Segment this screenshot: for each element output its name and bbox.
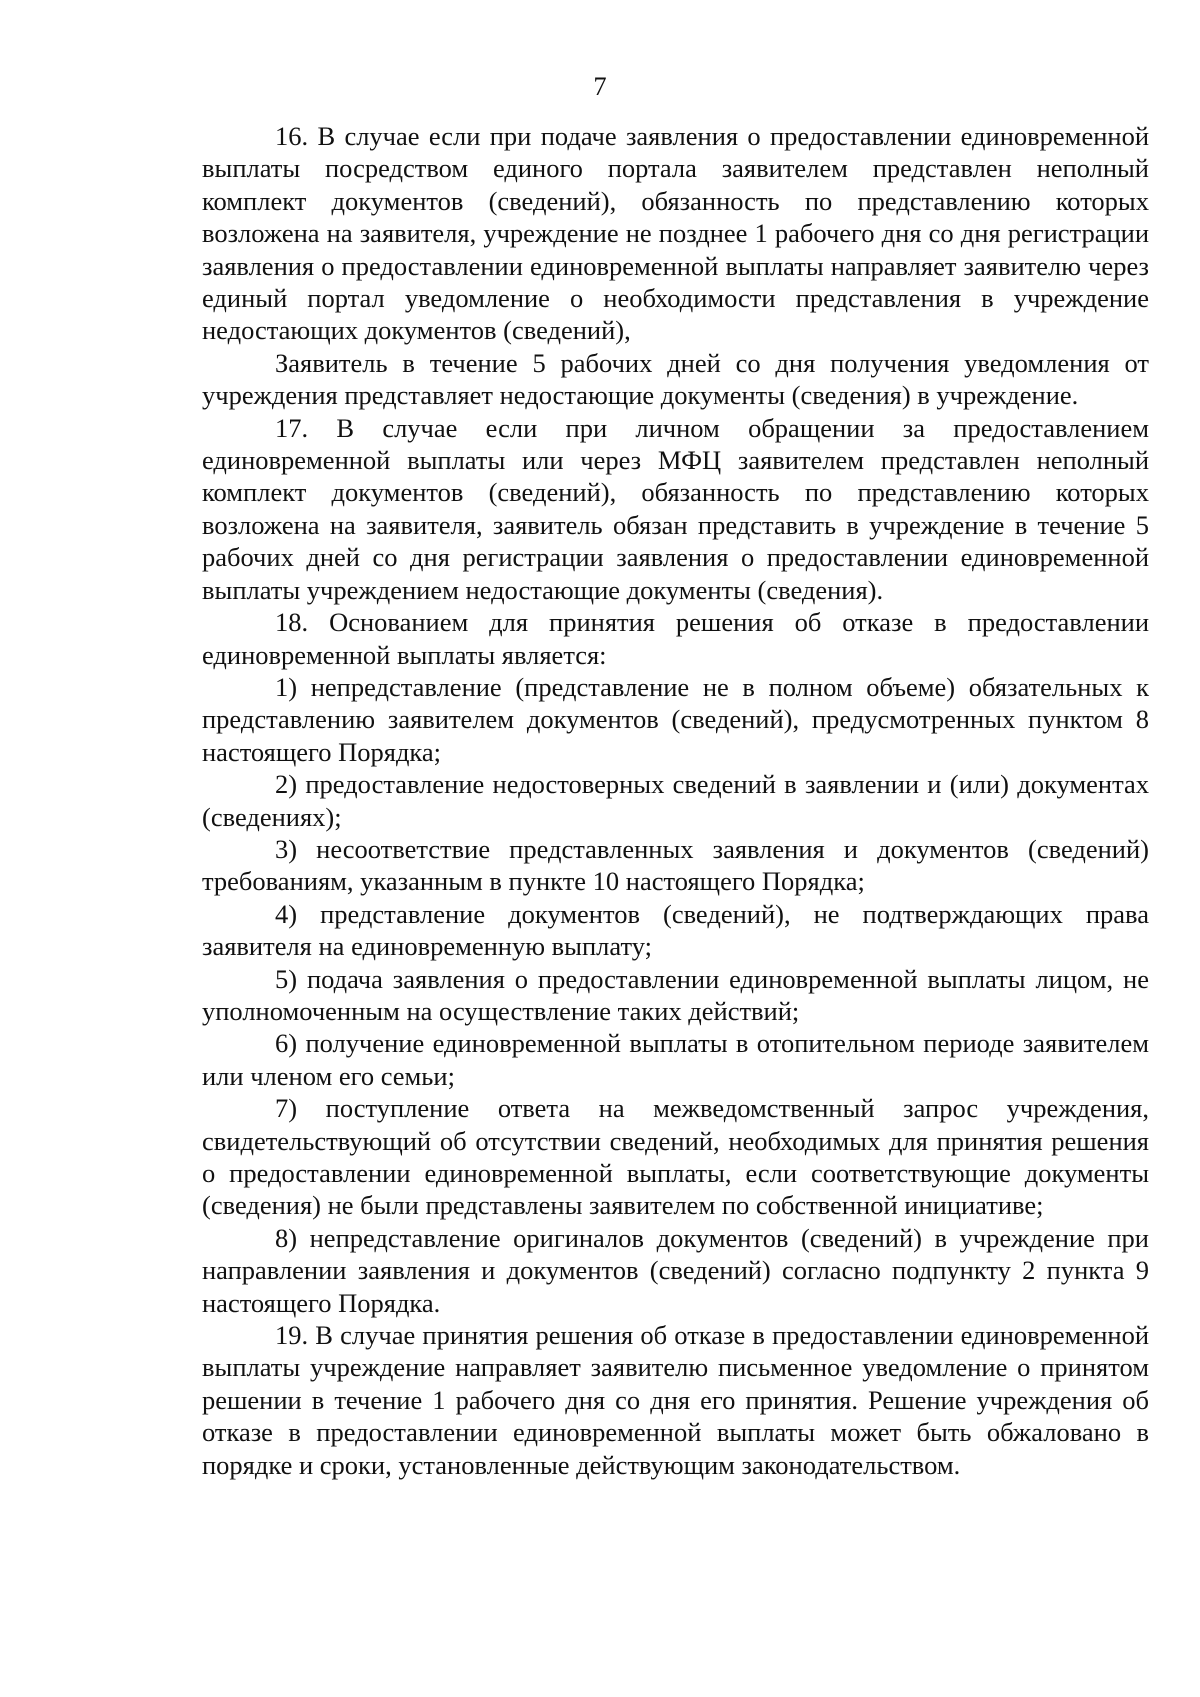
list-item-4: 4) представление документов (сведений), не подтверждающих права заявителя на единовременную выплату;: [202, 898, 1149, 962]
list-item-8: 8) непредставление оригиналов документов (сведений) в учреждение при направлении заявления и документов (сведений) согласно подпункту 2 пункта 9 настоящего Порядка.: [202, 1222, 1149, 1318]
list-item-5: 5) подача заявления о предоставлении единовременной выплаты лицом, не уполномоченным на осуществление таких действий;: [202, 963, 1149, 1026]
paragraph-19: 19. В случае принятия решения об отказе в предоставлении единовременной выплаты учреждение направляет заявителю письменное уведомление о принятом решении в течение 1 рабочего дня со дня его принятия. Решение учреждения об отказе в предоставлении единовременной выплаты может быть обжаловано в порядке и сроки, установленные действующим законодательством.: [202, 1320, 1149, 1480]
list-item-3: 3) несоответствие представленных заявления и документов (сведений) требованиям, указанным в пункте 10 настоящего Порядка;: [202, 833, 1149, 897]
list-item-2: 2) предоставление недостоверных сведений в заявлении и (или) документах (сведениях);: [202, 769, 1149, 832]
paragraph-17: 17. В случае если при личном обращении за предоставлением единовременной выплаты или через МФЦ заявителем представлен неполный комплект документов (сведений), обязанность по представлению которых возложена на заявителя, заявитель обязан представить в учреждение в течение 5 рабочих дней со дня регистрации заявления о предоставлении единовременной выплаты учреждением недостающие документы (сведения).: [202, 412, 1149, 605]
paragraph-16: 16. В случае если при подаче заявления о предоставлении единовременной выплаты посредством единого портала заявителем представлен неполный комплект документов (сведений), обязанность по представлению которых возложена на заявителя, учреждение не позднее 1 рабочего дня со дня регистрации заявления о предоставлении единовременной выплаты направляет заявителю через единый портал уведомление о необходимости представления в учреждение недостающих документов (сведений),: [202, 121, 1149, 346]
paragraph-16-continuation: Заявитель в течение 5 рабочих дней со дня получения уведомления от учреждения представляет недостающие документы (сведения) в учреждение.: [202, 347, 1149, 411]
document-body: [202, 120, 1149, 1481]
list-item-1: 1) непредставление (представление не в полном объеме) обязательных к представлению заявителем документов (сведений), предусмотренных пунктом 8 настоящего Порядка;: [202, 671, 1149, 767]
paragraph-18: 18. Основанием для принятия решения об отказе в предоставлении единовременной выплаты является:: [202, 607, 1149, 670]
list-item-6: 6) получение единовременной выплаты в отопительном периоде заявителем или членом его семьи;: [202, 1028, 1149, 1091]
list-item-7: 7) поступление ответа на межведомственный запрос учреждения, свидетельствующий об отсутствии сведений, необходимых для принятия решения о предоставлении единовременной выплаты, если соответствующие документы (сведения) не были представлены заявителем по собственной инициативе;: [202, 1093, 1149, 1221]
page-number: 7: [593, 71, 607, 101]
